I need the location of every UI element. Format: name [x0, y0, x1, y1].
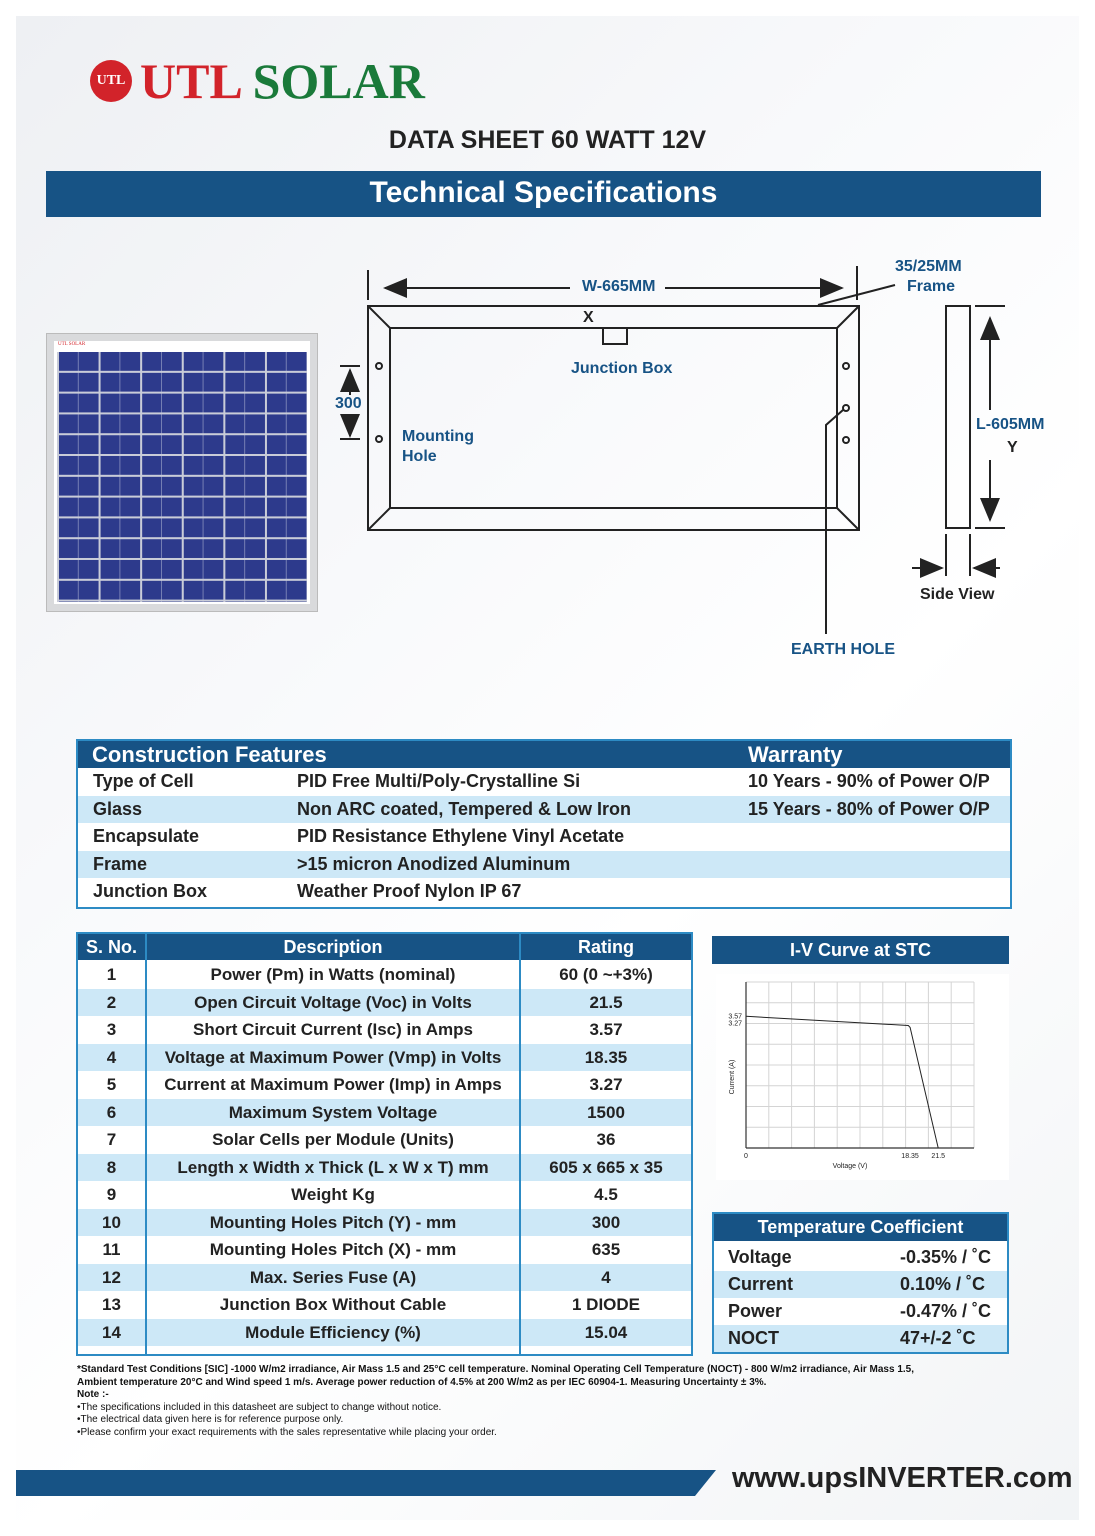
spec-row: [78, 961, 691, 989]
pitch-label: 300: [335, 395, 362, 412]
spec-rating: 3.57: [589, 1020, 623, 1039]
spec-row: [78, 1209, 691, 1237]
footer-website-link[interactable]: www.upsINVERTER.com: [732, 1462, 1073, 1494]
column-divider: [145, 934, 147, 1354]
header-description: Description: [283, 937, 383, 957]
datasheet-title: DATA SHEET 60 WATT 12V: [388, 126, 707, 154]
spec-header-row: [78, 934, 691, 960]
spec-description: Module Efficiency (%): [245, 1322, 421, 1342]
spec-rating: 4: [601, 1267, 611, 1287]
iv-curve-title: I-V Curve at STC: [712, 936, 1009, 964]
earth-hole-label: EARTH HOLE: [791, 641, 895, 658]
temperature-row: [714, 1271, 1007, 1298]
spec-rating: 1500: [587, 1102, 625, 1122]
spec-description: Mounting Holes Pitch (X) - mm: [209, 1240, 457, 1259]
warranty-value: 10 Years - 90% of Power O/P: [748, 771, 990, 791]
temperature-value: -0.35% / ˚C: [900, 1247, 992, 1267]
construction-label: Glass: [93, 798, 143, 819]
spec-row: [78, 989, 691, 1017]
construction-value: Non ARC coated, Tempered & Low Iron: [297, 798, 632, 819]
temperature-label: Current: [728, 1274, 794, 1294]
stc-note-1: *Standard Test Conditions [SIC] -1000 W/m2 irradiance, Air Mass 1.5 and 25°C cell temperature. Nominal Operating Cell Temperature (NOCT) - 800 W/m2 irradiance, Air Mass 1.5,: [77, 1364, 915, 1375]
spec-description: Weight Kg: [291, 1185, 375, 1204]
spec-row: [78, 1126, 691, 1154]
spec-sno: 2: [106, 992, 117, 1012]
construction-label: Junction Box: [93, 881, 208, 901]
y-axis-label: Current (A): [729, 1059, 736, 1095]
x-tick-label: 21.5: [931, 1153, 946, 1160]
temperature-value: 0.10% / ˚C: [900, 1274, 986, 1294]
spec-description: Power (Pm) in Watts (nominal): [210, 965, 456, 984]
construction-value: >15 micron Anodized Aluminum: [297, 853, 571, 874]
note-item: •The specifications included in this datasheet are subject to change without notice.: [77, 1401, 442, 1413]
spec-rating: 1 DIODE: [571, 1295, 641, 1314]
spec-rating: 3.27: [589, 1075, 623, 1094]
construction-label: Frame: [93, 853, 148, 874]
spec-row: [78, 1099, 691, 1127]
spec-sno: 5: [106, 1075, 117, 1094]
spec-description: Solar Cells per Module (Units): [212, 1130, 454, 1149]
spec-rating: 300: [591, 1212, 621, 1232]
spec-description: Length x Width x Thick (L x W x T) mm: [177, 1157, 489, 1177]
temperature-coefficient-table: [712, 1212, 1009, 1354]
spec-row: [78, 1016, 691, 1044]
construction-row: [78, 823, 1010, 850]
spec-description: Current at Maximum Power (Imp) in Amps: [164, 1075, 502, 1094]
spec-rating: 18.35: [584, 1047, 628, 1067]
temperature-row: [714, 1298, 1007, 1325]
spec-description: Mounting Holes Pitch (Y) - mm: [209, 1212, 457, 1232]
spec-sno: 3: [106, 1020, 117, 1039]
construction-row: [78, 796, 1010, 823]
header-sno: S. No.: [85, 937, 137, 957]
spec-sno: 13: [102, 1295, 121, 1314]
mounting-label: Mounting: [402, 428, 474, 445]
spec-description: Open Circuit Voltage (Voc) in Volts: [194, 992, 472, 1012]
footer-bar: [16, 1470, 716, 1496]
width-label: W-665MM: [582, 278, 656, 295]
logo-text: UTL: [96, 73, 126, 88]
construction-row: [78, 768, 1010, 795]
panel-inner-outline: [390, 328, 837, 508]
panel-outline: [368, 306, 859, 530]
spec-sno: 12: [102, 1267, 121, 1287]
column-divider: [519, 934, 521, 1354]
temperature-label: Voltage: [728, 1247, 792, 1267]
brand-name-solar: SOLAR: [252, 53, 425, 109]
y-axis-label: Y: [1007, 439, 1018, 456]
note-item: •The electrical data given here is for reference purpose only.: [77, 1414, 344, 1425]
spec-row: [78, 1044, 691, 1072]
y-tick-label: 3.57: [728, 1013, 742, 1021]
spec-rating: 15.04: [584, 1322, 628, 1342]
x-tick-label: 18.35: [901, 1153, 919, 1160]
spec-row: [78, 1181, 691, 1209]
header-rating: Rating: [578, 937, 634, 957]
spec-description: Short Circuit Current (Isc) in Amps: [193, 1020, 473, 1039]
origin-label: 0: [744, 1153, 748, 1160]
spec-sno: 6: [106, 1102, 117, 1122]
junction-box-label: Junction Box: [571, 360, 673, 377]
construction-title: Construction Features: [92, 742, 327, 767]
construction-row: [78, 851, 1010, 878]
iv-curve-chart: [716, 974, 1009, 1180]
spec-description: Maximum System Voltage: [228, 1102, 438, 1122]
panel-brand-label: UTL SOLAR: [58, 342, 86, 347]
spec-rating: 4.5: [594, 1185, 618, 1204]
spec-rating: 60 (0 ~+3%): [559, 965, 653, 984]
y-tick-label: 3.27: [728, 1020, 742, 1028]
frame-label: Frame: [907, 278, 956, 295]
spec-sno: 8: [106, 1157, 117, 1177]
temperature-header: Temperature Coefficient: [714, 1214, 1007, 1241]
spec-description: Voltage at Maximum Power (Vmp) in Volts: [164, 1047, 502, 1067]
spec-row: [78, 1264, 691, 1292]
length-label: L-605MM: [976, 416, 1045, 433]
warranty-value: 15 Years - 80% of Power O/P: [748, 798, 990, 819]
spec-row: [78, 1291, 691, 1319]
spec-rating: 635: [591, 1240, 621, 1259]
specifications-table: [76, 932, 693, 1356]
spec-row: [78, 1071, 691, 1099]
construction-value: Weather Proof Nylon IP 67: [297, 881, 522, 901]
construction-label: Type of Cell: [93, 771, 194, 791]
chart-background: [716, 974, 1009, 1180]
warranty-title: Warranty: [748, 742, 843, 767]
spec-rating: 21.5: [589, 992, 623, 1012]
spec-row: [78, 1154, 691, 1182]
spec-sno: 1: [106, 965, 117, 984]
side-view-outline: [946, 306, 970, 528]
spec-row: [78, 1236, 691, 1264]
spec-sno: 14: [102, 1322, 121, 1342]
spec-sno: 10: [102, 1212, 121, 1232]
spec-rating: 36: [596, 1130, 616, 1149]
footnotes: [77, 1364, 1017, 1439]
technical-specifications-banner: Technical Specifications: [46, 171, 1041, 217]
construction-value: PID Free Multi/Poly-Crystalline Si: [297, 771, 581, 791]
construction-features-table: [76, 739, 1012, 909]
spec-sno: 9: [106, 1185, 117, 1204]
construction-label: Encapsulate: [93, 826, 200, 846]
construction-value: PID Resistance Ethylene Vinyl Acetate: [297, 826, 625, 846]
note-item: •Please confirm your exact requirements with the sales representative while placing your order.: [77, 1426, 497, 1438]
x-axis-label: Voltage (V): [832, 1163, 868, 1170]
spec-sno: 7: [106, 1130, 117, 1149]
spec-sno: 4: [106, 1047, 117, 1067]
spec-description: Max. Series Fuse (A): [249, 1267, 417, 1287]
construction-row: [78, 878, 1010, 905]
temperature-value: 47+/-2 ˚C: [900, 1328, 976, 1348]
spec-row: [78, 1319, 691, 1347]
spec-rating: 605 x 665 x 35: [549, 1157, 663, 1177]
stc-note-2: Ambient temperature 20°C and Wind speed 1 m/s. Average power reduction of 4.5% at 200 W/m2 as per IEC 60904-1. Measuring Uncertainty ± 3%.: [77, 1376, 767, 1388]
temperature-row: [714, 1244, 1007, 1271]
brand-name-utl: UTL: [140, 53, 253, 109]
hole-label: Hole: [402, 448, 437, 465]
note-title: Note :-: [77, 1389, 109, 1400]
x-axis-label: X: [583, 309, 594, 326]
temperature-value: -0.47% / ˚C: [900, 1301, 992, 1321]
spec-sno: 11: [102, 1240, 121, 1259]
frame-size-label: 35/25MM: [895, 258, 962, 275]
temperature-label: Power: [728, 1301, 783, 1321]
side-view-label: Side View: [920, 586, 995, 603]
spec-description: Junction Box Without Cable: [219, 1295, 447, 1314]
temperature-row: [714, 1325, 1007, 1352]
construction-header: [78, 741, 1010, 768]
temperature-label: NOCT: [728, 1328, 779, 1348]
